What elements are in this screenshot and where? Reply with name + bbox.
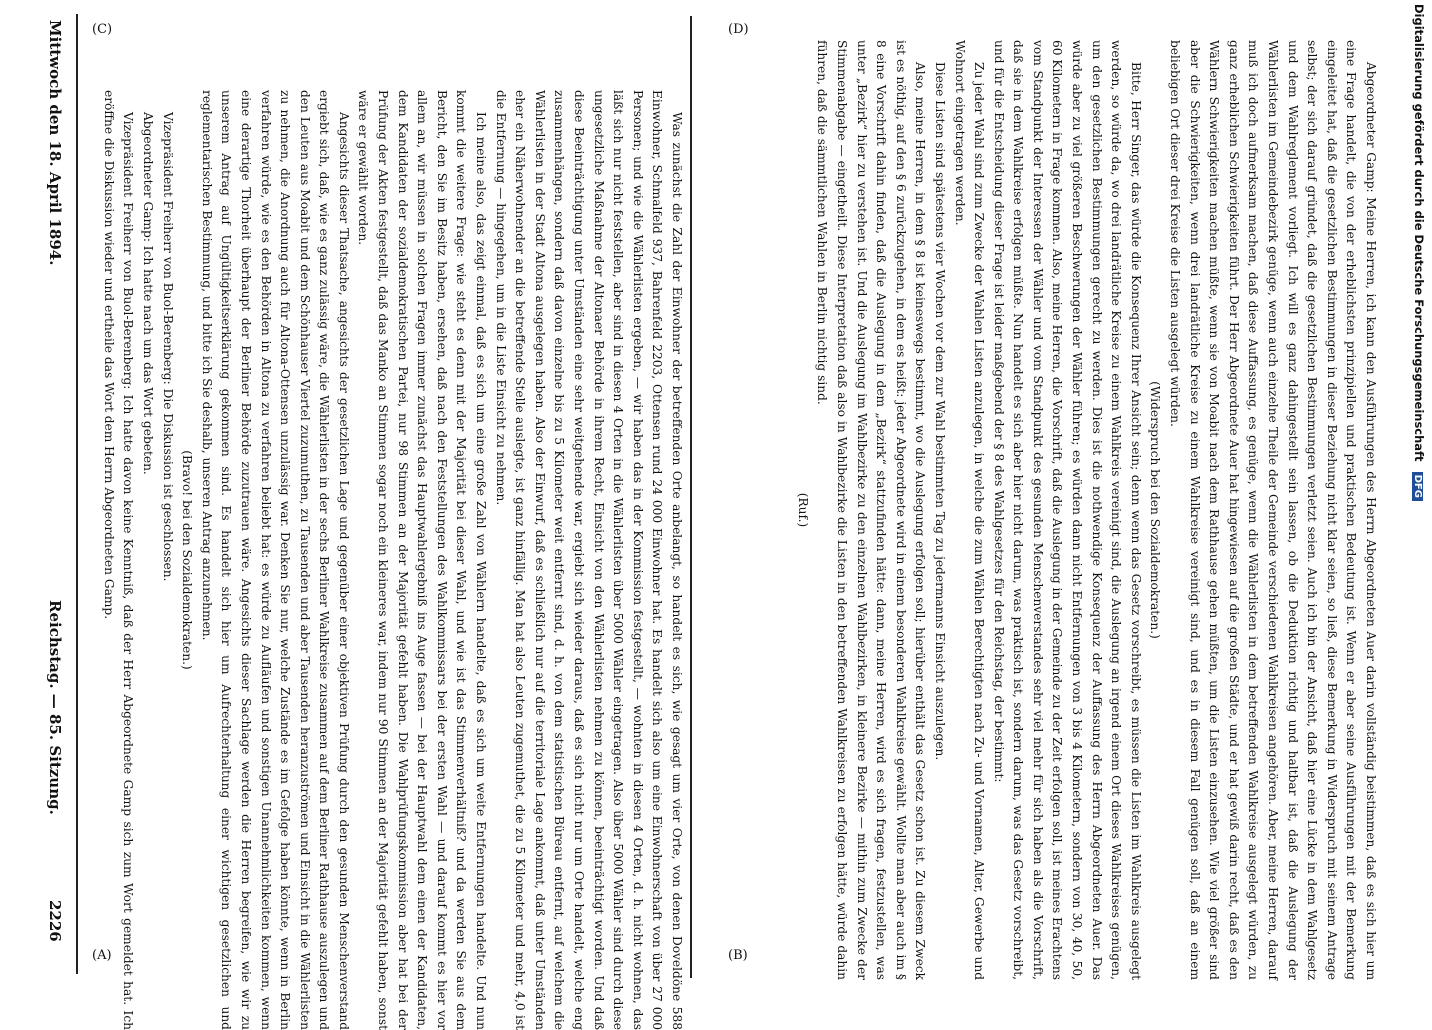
header-rule [76, 14, 78, 974]
margin-mark-b: (B) [728, 948, 748, 963]
margin-mark-d: (D) [728, 22, 749, 37]
left-column [81, 90, 686, 1030]
paragraph: Abgeordneter Gamp: Meine Herren, ich kann den Ausführungen des Herrn Abgeordneten Auer darin vollständig beistimmen, daß es sich hier um eine Frage handelt, die von der erheblichsten prinzipiellen und praktischen Bedeutung ist. Wenn er aber seine Ausführungen mit der Bemerkung eingeleitet hat, daß die gesetzlichen Bestimmungen in dieser Beziehung nicht klar seien, so ließ, diese Bemerkung in Widerspruch mit seinem Antrage selbst; der sich darauf gründet, daß die gesetzlichen Bestimmungen verletzt seien. Auch ich bin der Ansicht, daß hier eine Lücke in dem Wahlgesetz und dem Wahlreglement vorliegt. Ich will es ganz dahingestellt sein lassen, ob die Deduktion richtig und haltbar ist, daß die Auslegung der Wählerlisten im Gemeindebezirk genüge, wenn auch einzelne Theile der Gemeinde verschiedenen Wahlkreisen angehören. Aber, meine Herren, darauf muß ich doch aufmerksam machen, daß diese Auffassung, es genüge, wenn die Wählerlisten in dem betreffenden Wahlkreise ausgelegt würden, zu ganz erheblichen Schwierigkeiten führt. Der Herr Abgeordnete Auer hat hingewiesen auf die großen Städte, und er hat gewiß darin recht, daß es den Wählern Schwierigkeiten machen müßte, wenn sie von Moabit nach dem Rathhause gehen müßten, um die Listen einzusehen. Wie viel größer sind aber die Schwierigkeiten, wenn drei landrätliche Kreise zu einem Wahlkreise vereinigt sind, und es in diesem Fall genügen soll, daß an einem beliebigen Ort dieser drei Kreise die Listen ausgelegt würden. [1168, 40, 1378, 980]
paragraph: Angesichts dieser Thatsache, angesichts der gesetzlichen Lage und gegenüber einer objektiven Prüfung durch den gesunden Menschenverstand ergiebt sich, daß, wie es ganz zulässig wäre, die Wählerlisten in der sechs Berliner Wahlkreise zusammen auf dem Berliner Rathhause auszulegen und den Leuten aus Moabit und dem Schönhauser Viertel zuzumuthen, zu Tausenden und aber Tausenden heranzuströmen und Einsicht in die Wählerlisten zu nehmen, die Anordnung auch für Altona-Ottensen unzulässig war. Denken Sie nur, welche Zustände es im Gefolge haben könnte, wenn in Berlin verfahren würde, wie es den Behörden in Altona zu verfahren beliebt hat: es würde zu Aufläufen und sonstigen Unannehmlichkeiten kommen, wenn eine derartige Thorheit überhaupt der Berliner Behörde zuzutrauen wäre. Angesichts dieser Sachlage werden die Herren begreifen, wie wir zu unserem Antrag auf Ungültigkeitserklärung gekommen sind. Es handelt sich hier um Aufrechterhaltung einer wichtigen gesetzlichen und reglementarischen Bestimmung, und bitte ich Sie deshalb, unseren Antrag anzunehmen. [199, 90, 351, 1030]
quoted-paragraph: Diese Listen sind spätestens vier Wochen vor dem zur Wahl bestimmten Tag zu jedermanns Einsicht auszulegen. [932, 62, 947, 761]
stage-direction: (Bravo! bei den Sozialdemokraten.) [180, 450, 195, 670]
paragraph: Was zunächst die Zahl der Einwohner der betreffenden Orte anbelangt, so handelt es sich, wie gesagt um vier Orte, von denen Doveldöne 588 Einwohner, Schmalfeld 937, Bahrenfeld 2203, Ottensen rund 24 000 Einwohner hat. Es handelt sich also um eine Einwohnerschaft von über 27 000 Personen; und wie die Wählerlisten ergeben, — wir haben das in der Kommission festgestellt, — wohnten in diesen 4 Orten, d. h. nicht wohnen, das läßt sich nur nicht feststellen, aber sind in diesen 4 Orten in die Wählerlisten über 5000 Wähler eingetragen. Also über 5000 Wähler sind durch diese ungesetzliche Maßnahme der Altonaer Behörde in ihrem Recht, Einsicht von den Wählerlisten nehmen zu können, beeinträchtigt worden. Und daß diese Beeinträchtigung unter Umständen eine sehr weitgehende war, ergiebt sich wieder daraus, daß es sich nicht nur um Orte handelt, welche eng zusammenhängen, sondern daß davon einzelne bis zu 5 Kilometer weit entfernt sind, d. h. von dem statistischen Büreau entfernt, auf welchem die Wählerlisten in der Stadt Altona ausgelegen haben. Also der Einwurf, daß es schließlich nur auf die territoriale Lage ankommt, daß unter Umständen eher ein Näherwohnender an die betreffende Stelle auslegte, ist ganz hinfällig. Man hat also Leuten zugemuthet, die zu 5 Kilometer und mehr, 4,0 ist die Entfernung — hingegehen, um in die Liste Einsicht zu nehmen. [493, 90, 684, 1030]
stage-direction: (Ruf.) [795, 492, 810, 528]
quoted-paragraph: Zu jeder Wahl sind zum Zwecke der Wahlen Listen anzulegen, in welche die zum Wählen Berechtigten nach Zu- und Vornamen, Alter, Gewerbe und Wohnort eingetragen werden. [952, 40, 987, 980]
digitization-note [1406, 4, 1432, 994]
paragraph: Also, meine Herren, in dem § 8 ist keineswegs bestimmt, wo die Auslegung erfolgen soll; hierüber enthält das Gesetz schon ist. Zu diesem Zweck ist es nöthig, auf den § 6 zurückzugehen, in dem es heißt: jeder Abgeordnete wird in einem besonderen Wahlkreise gewählt. Wollte man aber auch im § 8 eine Vorschrift dahin finden, daß die Auslegung in dem „Bezirk“ stattzufinden hätte: dann, meine Herren, wird es sich fragen, festzustellen, was unter „Bezirk“ hier zu verstehen ist. Und die Auslegung im Wahlbezirke zu den einzelnen Wahlbezirken, in kleinere Bezirke — mithin zum Zwecke der Stimmenabgabe — eingetheilt. Diese Interpretation daß also in Wahlbezirke die Listen in den betreffenden Wahlkreisen zu erfolgen hätte, würde dahin führen, daß die sämmtlichen Wahlen in Berlin nichtig sind. [815, 40, 928, 980]
right-column [700, 40, 1380, 980]
page-number: 2226 [46, 900, 64, 942]
margin-mark-c: (C) [92, 22, 113, 37]
session-title: Reichstag. — 85. Sitzung. [46, 600, 64, 815]
dfg-logo: DFG [1412, 472, 1423, 501]
funding-note: Digitalisierung gefördert durch die Deutsche Forschungsgemeinschaft [1412, 4, 1426, 462]
paragraph: Vizepräsident Freiherr von Buol-Berenberg: Ich hatte davon keine Kenntniß, daß der Herr Abgeordnete Gamp sich zum Wort gemeldet hat. Ich eröffne die Diskussion wieder und ertheile das Wort dem Herrn Abgeordneten Gamp. [101, 90, 136, 1030]
paragraph: Bitte, Herr Singer, das würde die Konsequenz Ihrer Ansicht sein; denn wenn das Gesetz vorschreibt, es müssen die Listen im Wahlkreis ausgelegt werden, so würde da, wo drei landrätliche Kreise zu einem Wahlkreis vereinigt sind, die Auslegung an irgend einem Ort dieses Wahlkreises genügen, um den gesetzlichen Bestimmungen gerecht zu werden. Dies ist die nothwendige Konsequenz der Auffassung des Herrn Abgeordneten Auer. Das würde aber zu viel größeren Beschwerungen der Wähler führen; es würden dann nicht Entfernungen von 3 bis 4 Kilometern, sondern von 30, 40, 50, 60 Kilometern in Frage kommen. Also, meine Herren, die Vorschrift, daß die Auslegung in der Gemeinde zu der Zeit erfolgen soll, ist meines Erachtens vom Standpunkt der Interessen der Wähler und vom Standpunkt des gesunden Menschenverstandes sehr viel mehr für sich haben als die Vorschrift, daß sie in dem Wahlkreise erfolgen müßte. Nun handelt es sich aber hier nicht darum, was praktisch ist, sondern darum, was das Gesetz vorschreibt, und für die Entscheidung dieser Frage ist leider maßgebend der § 8 des Wahlgesetzes für den Reichstag, der bestimmt: [991, 40, 1143, 980]
margin-mark-a: (A) [92, 948, 112, 963]
session-date: Mittwoch den 18. April 1894. [46, 20, 64, 266]
paragraph: Ich meine also, das zeigt einmal, daß es sich um eine große Zahl von Wählern handelte, daß es sich um weite Entfernungen handelte. Und nun kommt die weitere Frage: wie steht es denn mit der Majorität bei dieser Wahl, und wie ist das Stimmenverhältniß? und da werden Sie aus dem Bericht, den Sie im Besitz haben, ersehen, daß nach den Feststellungen des Wahlkommissars bei der ersten Wahl — und darauf kommt es hier vor allem an, wir müssen in solchen Fragen immer zunächst das Hauptwahlergebniß ins Auge fassen — bei der Hauptwahl dem einen der Kandidaten, dem Kandidaten der sozialdemokratischen Partei, nur 98 Stimmen an der Majorität gefehlt haben. Die Wahlprüfungskommission aber hat bei der Prüfung der Akten festgestellt, daß das Manko an Stimmen sogar noch ein kleineres war, indem nur 90 Stimmen an der Majorität gefehlt haben, sonst wäre er gewählt worden. [356, 90, 489, 1030]
stage-direction: (Widerspruch bei den Sozialdemokraten.) [1148, 381, 1163, 639]
paragraph: Abgeordneter Gamp: Ich hatte nach um das Wort gebeten. [140, 112, 155, 475]
running-header [36, 0, 72, 1000]
column-divider [690, 16, 692, 978]
paragraph: Vizepräsident Freiherr von Buol-Berenberg: Die Diskussion ist geschlossen. [160, 112, 175, 582]
